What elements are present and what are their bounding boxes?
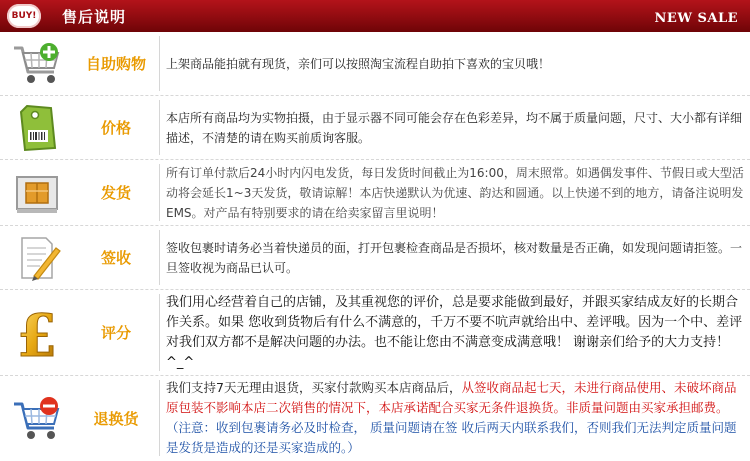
shopping-cart-remove-icon — [6, 376, 68, 460]
row-label: 价格 — [100, 119, 131, 137]
return-text-note: （注意：收到包裹请务必及时检查， 质量问题请在签 收后两天内联系我们，否则我们无法判定质量问题是发货是造成的还是买家造成的。） — [166, 420, 737, 455]
row-label: 签收 — [100, 249, 131, 267]
return-text-intro: 我们支持7天无理由退货，买家付款购买本店商品后， — [166, 380, 462, 395]
divider — [159, 294, 160, 371]
row-description: 我们用心经营着自己的店铺，及其重视您的评价，总是要求能做到最好，并跟买家结成友好的长期合作关系。如果 您收到货物后有什么不满意的，千万不要不吭声就给出中、差评哦。因为一个中、差评对我们双方都不是解决问题的办法。也不能让您由不满意变成满意哦！ 谢谢亲们给予的大力支持！^_^ — [166, 294, 743, 370]
row-label: 评分 — [100, 324, 131, 342]
document-pen-icon — [6, 226, 68, 289]
row-text — [166, 290, 746, 375]
divider — [159, 100, 160, 155]
buy-badge-icon: BUY! — [7, 4, 41, 28]
row-return-exchange — [0, 376, 750, 460]
row-self-service — [0, 32, 750, 96]
row-text — [166, 96, 746, 159]
svg-text:£: £ — [16, 301, 58, 364]
pound-sign-icon — [6, 290, 68, 375]
row-description: 签收包裹时请务必当着快递员的面，打开包裹检查商品是否损坏，核对数量是否正确，如发现问题请拒签。一旦签收视为商品已认可。 — [166, 240, 743, 275]
divider — [159, 36, 160, 91]
row-label: 发货 — [100, 184, 131, 202]
page-title: 售后说明 — [62, 8, 127, 26]
shopping-cart-add-icon — [6, 32, 68, 95]
row-description: 所有订单付款后24小时内闪电发货，每日发货时间截止为16:00，周末照常。如遇偶发事件、节假日或大型活动将会延长1~3天发货，敬请谅解！本店快递默认为优速、韵达和圆通。以上快递不到的地方，请备注说明发EMS。对产品有特别要求的请在给卖家留言里说明！ — [166, 165, 744, 220]
shipping-box-icon — [6, 160, 68, 225]
row-description: 本店所有商品均为实物拍摄，由于显示器不同可能会存在色彩差异，均不属于质量问题，尺寸、大小都有详细描述，不清楚的请在购买前质询客服。 — [166, 110, 743, 145]
price-tag-icon — [6, 96, 68, 159]
divider — [159, 230, 160, 285]
row-text — [166, 32, 746, 95]
row-text — [166, 226, 746, 289]
divider — [159, 164, 160, 221]
row-text — [166, 160, 746, 225]
row-description — [166, 378, 746, 458]
row-label: 退换货 — [93, 409, 139, 428]
header-bar — [0, 0, 750, 32]
row-text — [166, 376, 746, 460]
return-text-policy: 从签收商品起七天，未进行商品使用、未破坏商品原包装不影响本店二次销售的情况下，本店承诺配合买家无条件退换货。非质量问题由买家承担邮费。 — [166, 380, 737, 415]
row-price — [0, 96, 750, 160]
row-sign-for — [0, 226, 750, 290]
row-rating — [0, 290, 750, 376]
row-shipping — [0, 160, 750, 226]
row-label: 自助购物 — [85, 55, 146, 73]
divider — [159, 380, 160, 456]
row-description: 上架商品能拍就有现货，亲们可以按照淘宝流程自助拍下喜欢的宝贝哦！ — [166, 56, 551, 71]
new-sale-label: NEW SALE — [654, 11, 738, 26]
